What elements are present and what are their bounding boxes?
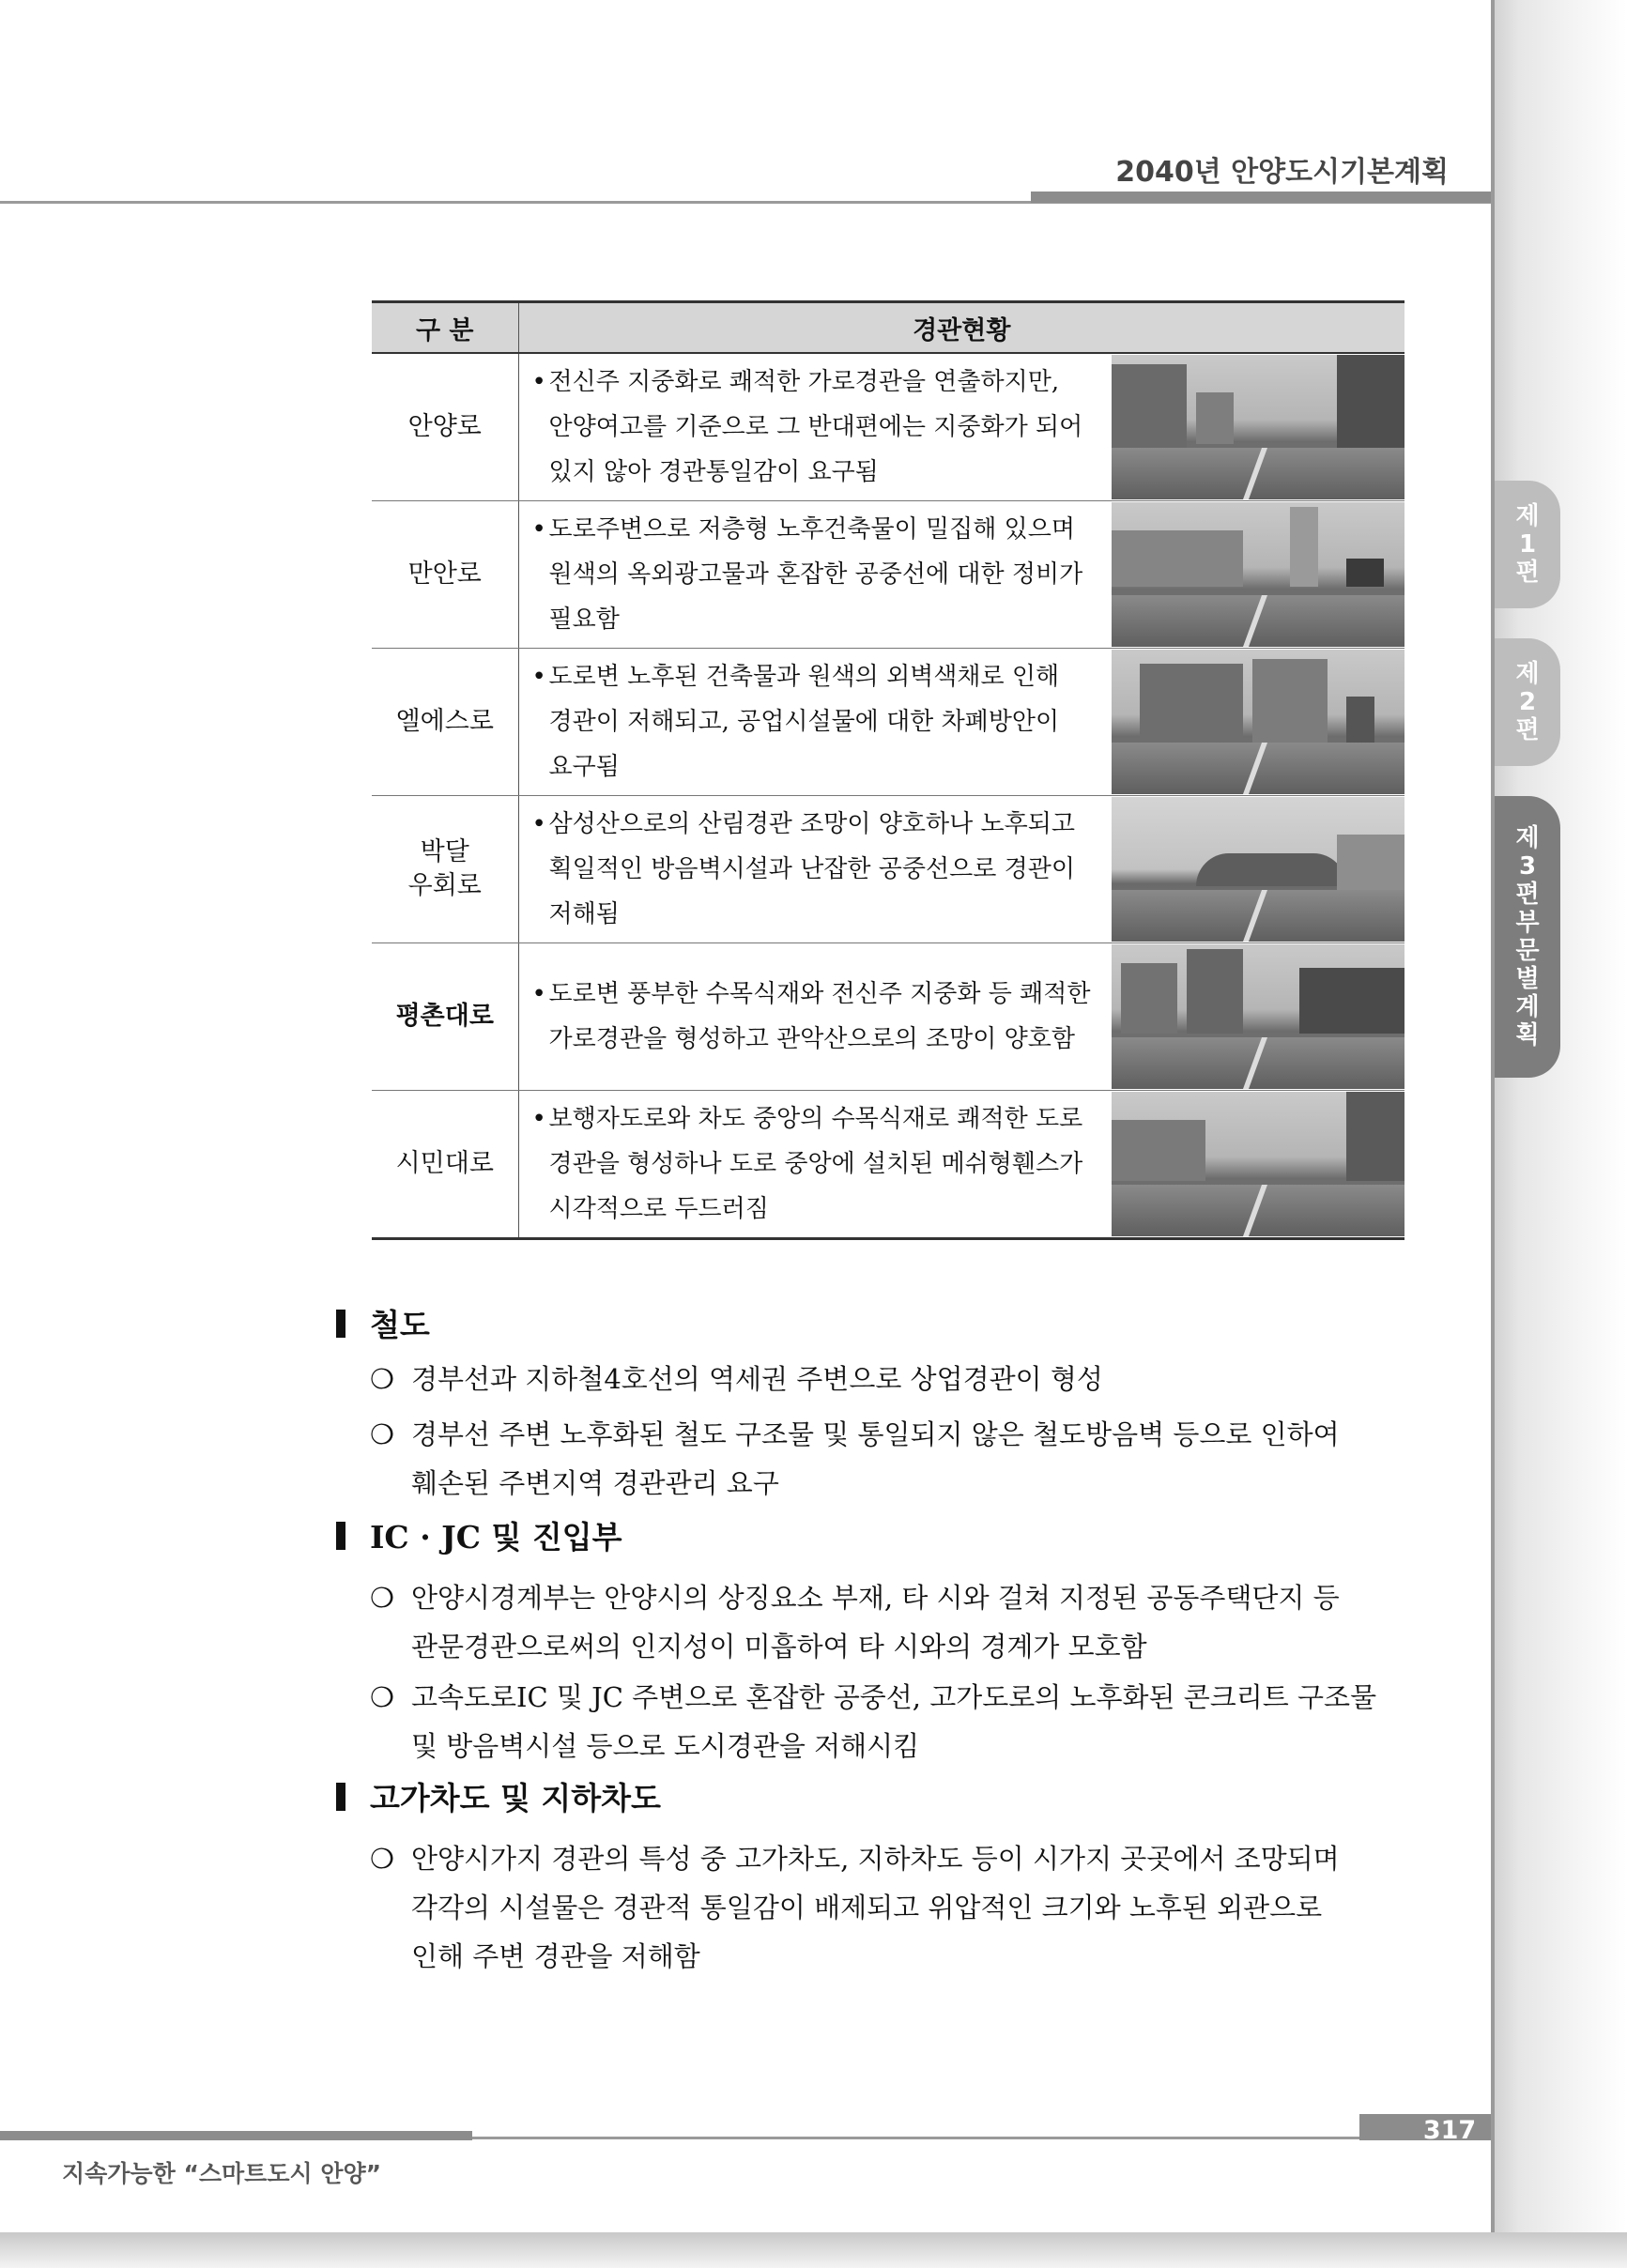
street-photo — [1112, 650, 1404, 794]
row-photo — [1112, 796, 1404, 943]
list-item: ❍ 경부선과 지하철4호선의 역세권 주변으로 상업경관이 형성 — [370, 1363, 1103, 1395]
landscape-status-table — [372, 300, 1404, 1240]
table-row — [372, 1091, 1404, 1239]
list-item: ❍ 안양시가지 경관의 특성 중 고가차도, 지하차도 등이 시가지 곳곳에서 조망되며 각각의 시설물은 경관적 통일감이 배제되고 위압적인 크기와 노후된 외관으로 인해 주변 경관을 저해함 — [370, 1843, 1340, 1972]
page-shadow — [1491, 0, 1627, 2268]
table-row — [372, 649, 1404, 796]
street-photo — [1112, 502, 1404, 647]
row-description: • 전신주 지중화로 쾌적한 가로경관을 연출하지만, 안양여고를 기준으로 그 반대편에는 지중화가 되어 있지 않아 경관통일감이 요구됨 — [518, 353, 1112, 501]
row-name: 엘에스로 — [372, 649, 518, 796]
row-name: 평촌대로 — [372, 943, 518, 1091]
list-item: ❍ 안양시경계부는 안양시의 상징요소 부재, 타 시와 걸쳐 지정된 공동주택단지 등 관문경관으로써의 인지성이 미흡하여 타 시와의 경계가 모호함 — [370, 1582, 1340, 1663]
street-photo — [1112, 797, 1404, 942]
side-tab-part-2[interactable]: 제 2 편 — [1495, 638, 1560, 766]
page-edge — [1491, 0, 1495, 2268]
row-photo — [1112, 1091, 1404, 1239]
page-shadow-bottom — [0, 2232, 1627, 2268]
street-photo — [1112, 944, 1404, 1089]
row-name: 안양로 — [372, 353, 518, 501]
row-description: • 보행자도로와 차도 중앙의 수목식재로 쾌적한 도로 경관을 형성하나 도로 중앙에 설치된 메쉬형휀스가 시각적으로 두드러짐 — [518, 1091, 1112, 1239]
section-heading-overpass: 고가차도 및 지하차도 — [336, 1774, 661, 1818]
section-marker — [336, 1310, 345, 1338]
section-marker — [336, 1522, 345, 1550]
table-header-row — [372, 302, 1404, 354]
footer-slogan: 지속가능한 “스마트도시 안양” — [62, 2160, 382, 2187]
row-photo — [1112, 501, 1404, 649]
header-title: 2040년 안양도시기본계획 — [1115, 156, 1449, 189]
section-marker — [336, 1783, 345, 1811]
table-row — [372, 353, 1404, 501]
row-name: 시민대로 — [372, 1091, 518, 1239]
row-photo — [1112, 943, 1404, 1091]
row-description: • 도로변 노후된 건축물과 원색의 외벽색채로 인해 경관이 저해되고, 공업시설물에 대한 차폐방안이 요구됨 — [518, 649, 1112, 796]
street-photo — [1112, 355, 1404, 499]
list-item: ❍ 경부선 주변 노후화된 철도 구조물 및 통일되지 않은 철도방음벽 등으로 인하여 훼손된 주변지역 경관관리 요구 — [370, 1418, 1340, 1499]
side-tab-part-3[interactable]: 제 3 편 부 문 별 계 획 — [1495, 796, 1560, 1078]
table-row — [372, 943, 1404, 1091]
footer-rule-accent — [0, 2131, 472, 2140]
table-row — [372, 796, 1404, 943]
street-photo — [1112, 1092, 1404, 1236]
row-name: 만안로 — [372, 501, 518, 649]
section-heading-ic-jc: IC · JC 및 진입부 — [336, 1513, 622, 1557]
row-description: • 도로변 풍부한 수목식재와 전신주 지중화 등 쾌적한 가로경관을 형성하고 관악산으로의 조망이 양호함 — [518, 943, 1112, 1091]
table-row — [372, 501, 1404, 649]
row-name: 박달 우회로 — [372, 796, 518, 943]
table-header-status: 경관현황 — [518, 302, 1404, 354]
header-rule-accent — [1031, 192, 1491, 203]
row-description: • 도로주변으로 저층형 노후건축물이 밀집해 있으며 원색의 옥외광고물과 혼잡한 공중선에 대한 정비가 필요함 — [518, 501, 1112, 649]
list-item: ❍ 고속도로IC 및 JC 주변으로 혼잡한 공중선, 고가도로의 노후화된 콘크리트 구조물 및 방음벽시설 등으로 도시경관을 저해시킴 — [370, 1681, 1377, 1762]
row-photo — [1112, 649, 1404, 796]
table-header-category: 구 분 — [372, 302, 518, 354]
row-description: • 삼성산으로의 산림경관 조망이 양호하나 노후되고 획일적인 방음벽시설과 난잡한 공중선으로 경관이 저해됨 — [518, 796, 1112, 943]
row-photo — [1112, 353, 1404, 501]
section-heading-railway: 철도 — [336, 1301, 430, 1345]
side-tab-part-1[interactable]: 제 1 편 — [1495, 481, 1560, 608]
page-number: 317 — [1422, 2116, 1477, 2145]
